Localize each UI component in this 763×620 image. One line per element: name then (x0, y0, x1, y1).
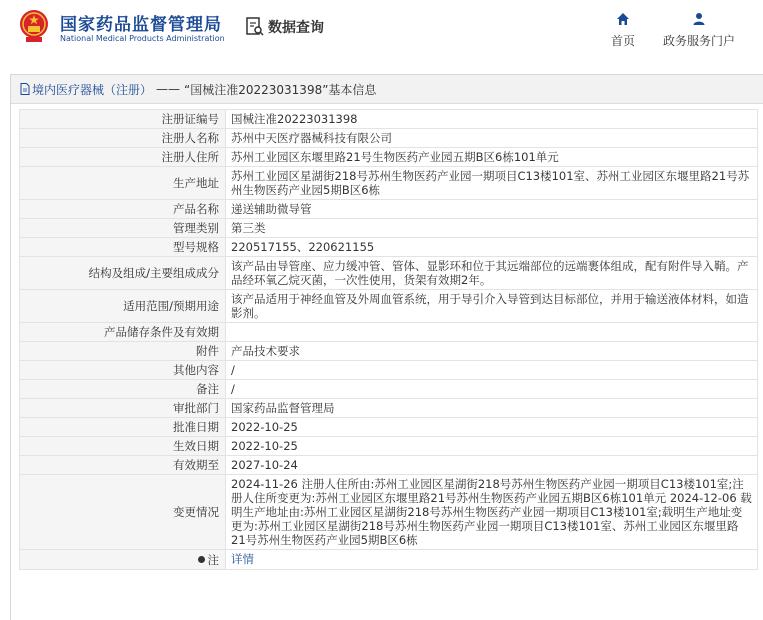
table-row (20, 323, 758, 342)
nav-home-label: 首页 (610, 34, 635, 48)
row-label: 其他内容 (20, 361, 226, 380)
table-row (20, 380, 758, 399)
row-label: 管理类别 (20, 219, 226, 238)
breadcrumb-title: “国械注准20223031398”基本信息 (184, 82, 377, 97)
row-value: 2022-10-25 (226, 418, 758, 437)
row-value: 2027-10-24 (226, 456, 758, 475)
table-row (20, 290, 758, 323)
table-row (20, 219, 758, 238)
row-value: / (226, 361, 758, 380)
row-label: 注册证编号 (20, 110, 226, 129)
row-value: 国家药品监督管理局 (226, 399, 758, 418)
row-value: 产品技术要求 (226, 342, 758, 361)
data-query-link[interactable] (246, 16, 324, 38)
row-value: 2022-10-25 (226, 437, 758, 456)
row-value: 苏州中天医疗器械科技有限公司 (226, 129, 758, 148)
row-value: / (226, 380, 758, 399)
table-row (20, 475, 758, 550)
table-row (20, 167, 758, 200)
brand-subtitle: National Medical Products Administration (60, 34, 225, 43)
row-value: 苏州工业园区东堰里路21号生物医药产业园五期B区6栋101单元 (226, 148, 758, 167)
breadcrumb-category[interactable]: 境内医疗器械（注册） (32, 82, 153, 97)
row-value (226, 550, 758, 570)
detail-panel (10, 74, 763, 620)
table-row (20, 399, 758, 418)
table-row (20, 342, 758, 361)
row-label: 变更情况 (20, 475, 226, 550)
row-label: 有效期至 (20, 456, 226, 475)
table-row (20, 129, 758, 148)
document-icon (20, 83, 30, 95)
row-value: 该产品适用于神经血管及外周血管系统，用于导引介入导管到达目标部位，并用于输送液体材料，如造影剂。 (226, 290, 758, 323)
table-row (20, 361, 758, 380)
table-row (20, 437, 758, 456)
nav-service-portal-label: 政务服务门户 (662, 34, 735, 48)
row-label (20, 550, 226, 570)
registration-info-table (19, 109, 758, 570)
row-label: 结构及组成/主要组成成分 (20, 257, 226, 290)
table-row (20, 257, 758, 290)
user-icon (692, 12, 706, 26)
document-search-icon (246, 17, 264, 37)
row-value: 220517155、220621155 (226, 238, 758, 257)
row-label: 审批部门 (20, 399, 226, 418)
table-row (20, 550, 758, 570)
table-row (20, 418, 758, 437)
row-value: 国械注准20223031398 (226, 110, 758, 129)
row-value: 苏州工业园区星湖街218号苏州生物医药产业园一期项目C13楼101室、苏州工业园区东堰里路21号苏州生物医药产业园5期B区6栋 (226, 167, 758, 200)
row-label: 批准日期 (20, 418, 226, 437)
row-label: 生产地址 (20, 167, 226, 200)
table-row (20, 148, 758, 167)
breadcrumb (11, 75, 763, 104)
row-label: 适用范围/预期用途 (20, 290, 226, 323)
row-label: 备注 (20, 380, 226, 399)
row-label: 生效日期 (20, 437, 226, 456)
row-value (226, 323, 758, 342)
row-label: 产品名称 (20, 200, 226, 219)
details-link[interactable]: 详情 (231, 552, 254, 567)
table-row (20, 456, 758, 475)
breadcrumb-separator: —— (156, 82, 181, 96)
table-row (20, 200, 758, 219)
row-value: 递送辅助微导管 (226, 200, 758, 219)
site-header (0, 0, 763, 58)
home-icon (616, 12, 630, 26)
brand-title: 国家药品监督管理局 (60, 15, 222, 35)
row-value: 该产品由导管座、应力缓冲管、管体、显影环和位于其远端部位的远端裹体组成，配有附件导入鞘。产品经环氧乙烷灭菌，一次性使用，货架有效期2年。 (226, 257, 758, 290)
row-label: 产品储存条件及有效期 (20, 323, 226, 342)
row-label: 型号规格 (20, 238, 226, 257)
note-label: 注 (207, 552, 219, 567)
table-row (20, 238, 758, 257)
row-value: 2024-11-26 注册人住所由:苏州工业园区星湖街218号苏州生物医药产业园一期项目C13楼101室;注册人住所变更为:苏州工业园区东堰里路21号苏州生物医药产业园五期B区6栋101单元 2024-12-06 载明生产地址由:苏州工业园区星湖街218号苏州生物医药产业园一期项目C13楼101室;载明生产地址变更为:苏州工业园区星湖街218号苏州生物医药产业园一期项目C13楼101室、苏州工业园区东堰里路21号苏州生物医药产业园5期B区6栋 (226, 475, 758, 550)
data-query-label: 数据查询 (268, 20, 324, 36)
row-value: 第三类 (226, 219, 758, 238)
nav-service-portal[interactable] (656, 12, 742, 49)
row-label: 注册人名称 (20, 129, 226, 148)
nav-home[interactable] (604, 12, 642, 49)
info-bullet-icon (198, 556, 205, 563)
row-label: 注册人住所 (20, 148, 226, 167)
row-label: 附件 (20, 342, 226, 361)
national-emblem-icon (18, 9, 50, 43)
table-row (20, 110, 758, 129)
